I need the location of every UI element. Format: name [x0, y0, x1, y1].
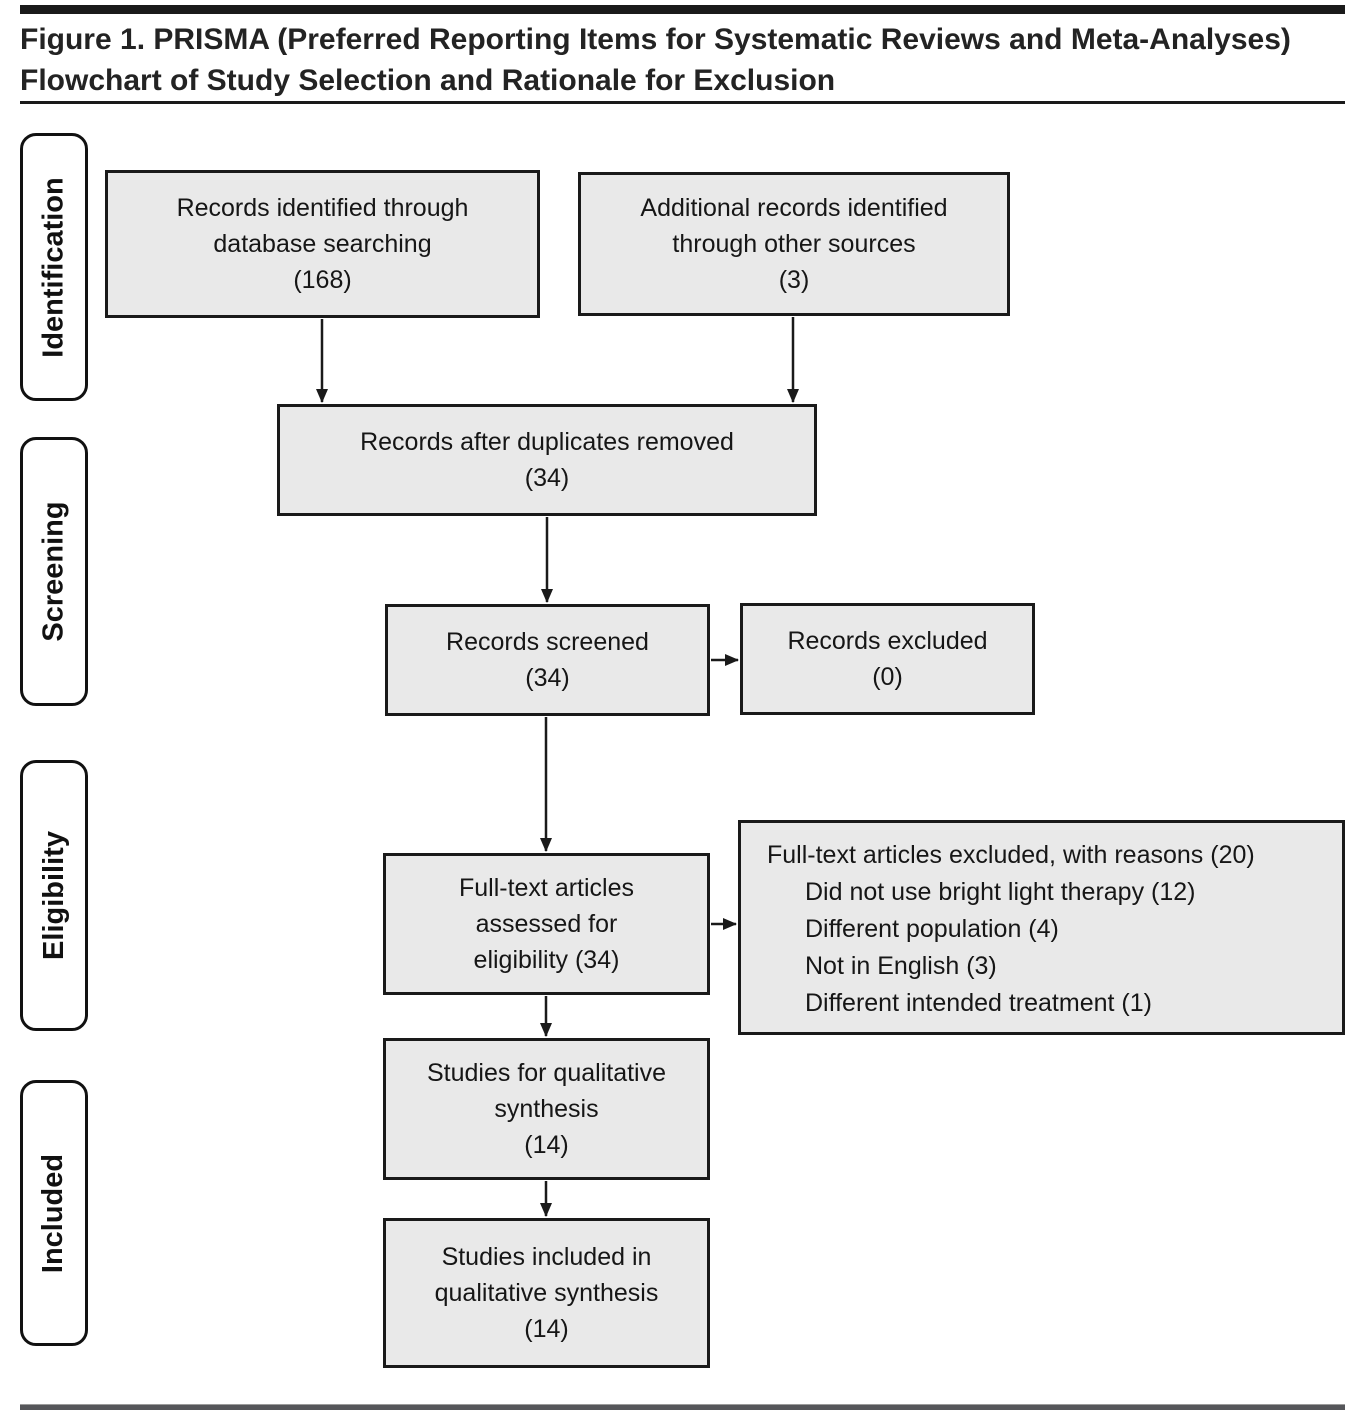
- figure-bottom-rule: [20, 1404, 1345, 1410]
- node-qualitative-synthesis: [383, 1038, 710, 1180]
- stage-label-eligibility: [20, 760, 88, 1031]
- node-text-line: Studies included in: [441, 1243, 652, 1271]
- node-after-duplicates: [277, 404, 817, 516]
- stage-label-eligibility-text: Eligibility: [37, 831, 70, 960]
- node-records-excluded: [740, 603, 1035, 715]
- node-text-line: (14): [524, 1315, 569, 1343]
- node-text-line: through other sources: [672, 230, 916, 258]
- title-rule: [20, 101, 1345, 104]
- node-text-line: Full-text articles: [458, 874, 635, 902]
- node-text-line: Not in English (3): [805, 952, 997, 980]
- node-text-line: qualitative synthesis: [434, 1279, 659, 1307]
- node-text-line: (14): [524, 1131, 569, 1159]
- stage-label-included-text: Included: [37, 1153, 70, 1273]
- node-text-line: Studies for qualitative: [426, 1059, 667, 1087]
- stage-label-screening-text: Screening: [37, 501, 70, 642]
- stage-label-included: [20, 1080, 88, 1346]
- node-text-line: Different intended treatment (1): [805, 989, 1152, 1017]
- node-records-screened: [385, 604, 710, 716]
- node-fulltext-assessed: [383, 853, 710, 995]
- figure-title: Figure 1. PRISMA (Preferred Reporting Items for Systematic Reviews and Meta-Analyses) Flowchart of Study Selection and Rationale for Exclusion: [20, 23, 1291, 97]
- node-text-line: Additional records identified: [640, 194, 948, 222]
- node-included-qualitative: [383, 1218, 710, 1368]
- node-text-line: (3): [778, 266, 810, 294]
- stage-label-screening: [20, 437, 88, 706]
- figure-top-bar: [20, 5, 1345, 14]
- node-additional-records: [578, 172, 1010, 316]
- node-text-line: (34): [525, 664, 570, 692]
- node-text-line: (168): [293, 266, 352, 294]
- node-text-line: Records after duplicates removed: [360, 428, 734, 456]
- node-text-line: Did not use bright light therapy (12): [805, 878, 1196, 906]
- node-text-line: Records identified through: [176, 194, 469, 222]
- node-text-line: Records screened: [446, 628, 649, 656]
- node-text-line: (0): [872, 663, 903, 691]
- node-text-line: assessed for: [475, 910, 618, 938]
- stage-label-identification-text: Identification: [37, 176, 70, 358]
- node-records-identified: [105, 170, 540, 318]
- node-text-line: Full-text articles excluded, with reasons (20): [767, 841, 1255, 869]
- node-text-line: eligibility (34): [473, 946, 620, 974]
- stage-label-identification: [20, 133, 88, 401]
- node-fulltext-excluded: [738, 820, 1345, 1035]
- node-text-line: Records excluded: [787, 627, 988, 655]
- node-text-line: synthesis: [494, 1095, 599, 1123]
- node-text-line: Different population (4): [805, 915, 1059, 943]
- node-text-line: (34): [524, 464, 570, 492]
- node-text-line: database searching: [213, 230, 432, 258]
